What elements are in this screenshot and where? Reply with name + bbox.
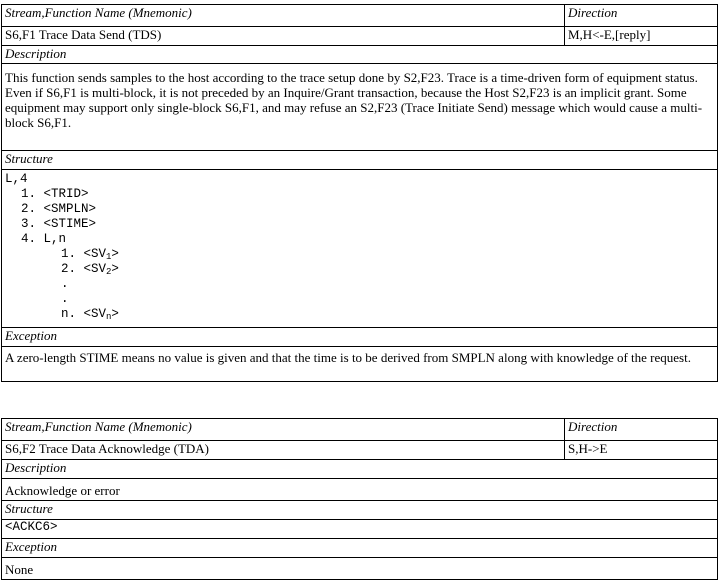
structure-ellipsis: .: [61, 277, 69, 291]
description-header: Description: [2, 460, 718, 479]
exception-text: A zero-length STIME means no value is given and that the time is to be derived from SMPLN along with knowledge of the request.: [2, 347, 718, 382]
exception-header: Exception: [2, 328, 718, 347]
description-header: Description: [2, 46, 718, 64]
description-paragraph: This function sends samples to the host according to the trace setup done by S2,F23. Trace is a time-driven form of equipment status.: [5, 70, 698, 85]
stream-function-header: Stream,Function Name (Mnemonic): [2, 419, 565, 441]
description-text: [2, 64, 718, 151]
stream-function-header: Stream,Function Name (Mnemonic): [2, 5, 565, 27]
structure-header: Structure: [2, 151, 718, 170]
message-name: S6,F2 Trace Data Acknowledge (TDA): [2, 441, 565, 460]
structure-header: Structure: [2, 501, 718, 520]
description-paragraph: Even if S6,F1 is multi-block, it is not preceded by an Inquire/Grant transaction, because the Host S2,F23 is an implicit grant. Some equipment may support only single-block S6,F1, and may refuse an S2,F23 (Trace Initiate Send) message which would cause a multi-block S6,F1.: [5, 85, 703, 130]
direction-header: Direction: [565, 419, 718, 441]
message-direction: S,H->E: [565, 441, 718, 460]
message-table-s6f2: [1, 418, 718, 580]
structure-line: L,4: [5, 172, 28, 186]
direction-header: Direction: [565, 5, 718, 27]
structure-line: 2. $<SV_2>$: [61, 262, 119, 277]
structure-line: n. $<SV_n>$: [61, 307, 119, 322]
message-direction: M,H<-E,[reply]: [565, 27, 718, 46]
structure-line: 3. <STIME>: [21, 217, 97, 231]
structure-line: 2. <SMPLN>: [21, 202, 97, 216]
exception-text: None: [2, 558, 718, 580]
structure-body: <ACKC6>: [2, 520, 718, 539]
structure-line: 1. <TRID>: [21, 187, 89, 201]
message-name: S6,F1 Trace Data Send (TDS): [2, 27, 565, 46]
structure-line: 1. $<SV_1>$: [61, 247, 119, 262]
structure-body: [2, 170, 718, 328]
exception-header: Exception: [2, 539, 718, 558]
structure-line: 4. L,n: [21, 232, 67, 246]
description-text: Acknowledge or error: [2, 479, 718, 501]
structure-ellipsis: .: [61, 292, 69, 306]
message-table-s6f1: [1, 4, 718, 382]
